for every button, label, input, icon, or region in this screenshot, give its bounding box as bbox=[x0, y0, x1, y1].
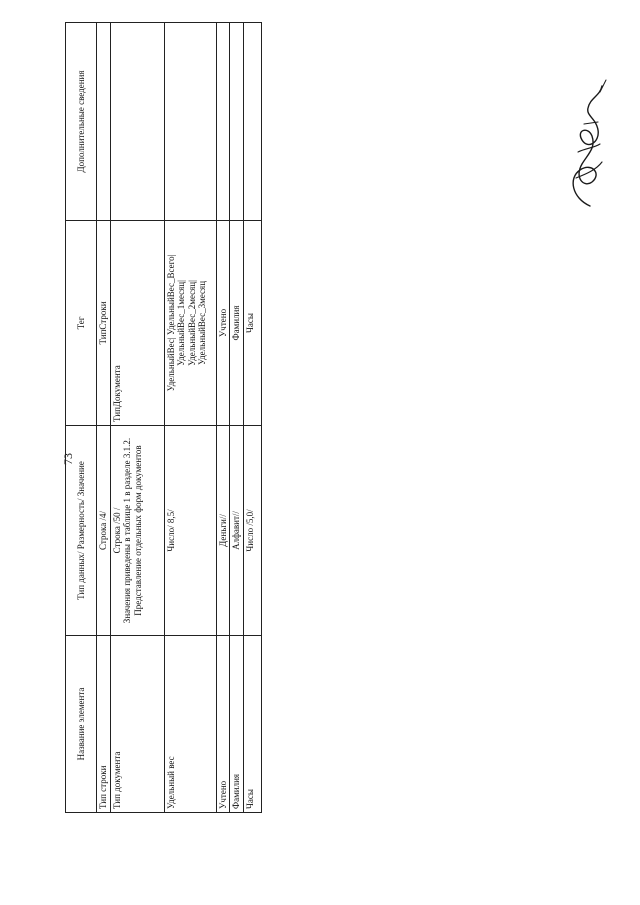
table-header-row bbox=[66, 23, 97, 813]
cell-name: Фамилия bbox=[230, 636, 244, 813]
cell-type: Число/ 8,5/ bbox=[164, 426, 216, 636]
table-row bbox=[97, 23, 111, 813]
table-row bbox=[164, 23, 216, 813]
cell-name: Удельный вес bbox=[164, 636, 216, 813]
header-element-name: Название элемента bbox=[66, 636, 97, 813]
page-number: 73 bbox=[61, 453, 75, 465]
elements-table bbox=[65, 22, 262, 813]
cell-info bbox=[110, 23, 164, 221]
cell-info bbox=[243, 23, 261, 221]
table-row bbox=[243, 23, 261, 813]
cell-tag: Фамилия bbox=[230, 221, 244, 426]
cell-type: Строка /50 / Значения приведены в таблице 1 в разделе 3.1.2. Представление отдельных форм документов bbox=[110, 426, 164, 636]
table-row bbox=[110, 23, 164, 813]
cell-tag: ТипСтроки bbox=[97, 221, 111, 426]
cell-info bbox=[97, 23, 111, 221]
cell-tag: Учтено bbox=[216, 221, 230, 426]
cell-info bbox=[216, 23, 230, 221]
cell-name: Тип документа bbox=[110, 636, 164, 813]
cell-type: Число /5,0/ bbox=[243, 426, 261, 636]
cell-info bbox=[230, 23, 244, 221]
cell-name: Тип строки bbox=[97, 636, 111, 813]
header-data-type: Тип данных/ Размерность/ Значение bbox=[66, 426, 97, 636]
cell-name: Учтено bbox=[216, 636, 230, 813]
signature-icon bbox=[562, 78, 612, 208]
cell-type: Строка /4/ bbox=[97, 426, 111, 636]
header-tag: Тег bbox=[66, 221, 97, 426]
table-row bbox=[230, 23, 244, 813]
cell-tag: ТипДокумента bbox=[110, 221, 164, 426]
table-container bbox=[65, 23, 255, 813]
cell-tag: УдельныйВес| УдельныйВес_Всего| УдельныйВес_1месяц| УдельныйВес_2месяц| УдельныйВес_3месяц bbox=[164, 221, 216, 426]
table-row bbox=[216, 23, 230, 813]
cell-type: Алфавит// bbox=[230, 426, 244, 636]
cell-name: Часы bbox=[243, 636, 261, 813]
cell-type: Деньги// bbox=[216, 426, 230, 636]
cell-tag: Часы bbox=[243, 221, 261, 426]
header-additional-info: Дополнительные сведения bbox=[66, 23, 97, 221]
cell-info bbox=[164, 23, 216, 221]
